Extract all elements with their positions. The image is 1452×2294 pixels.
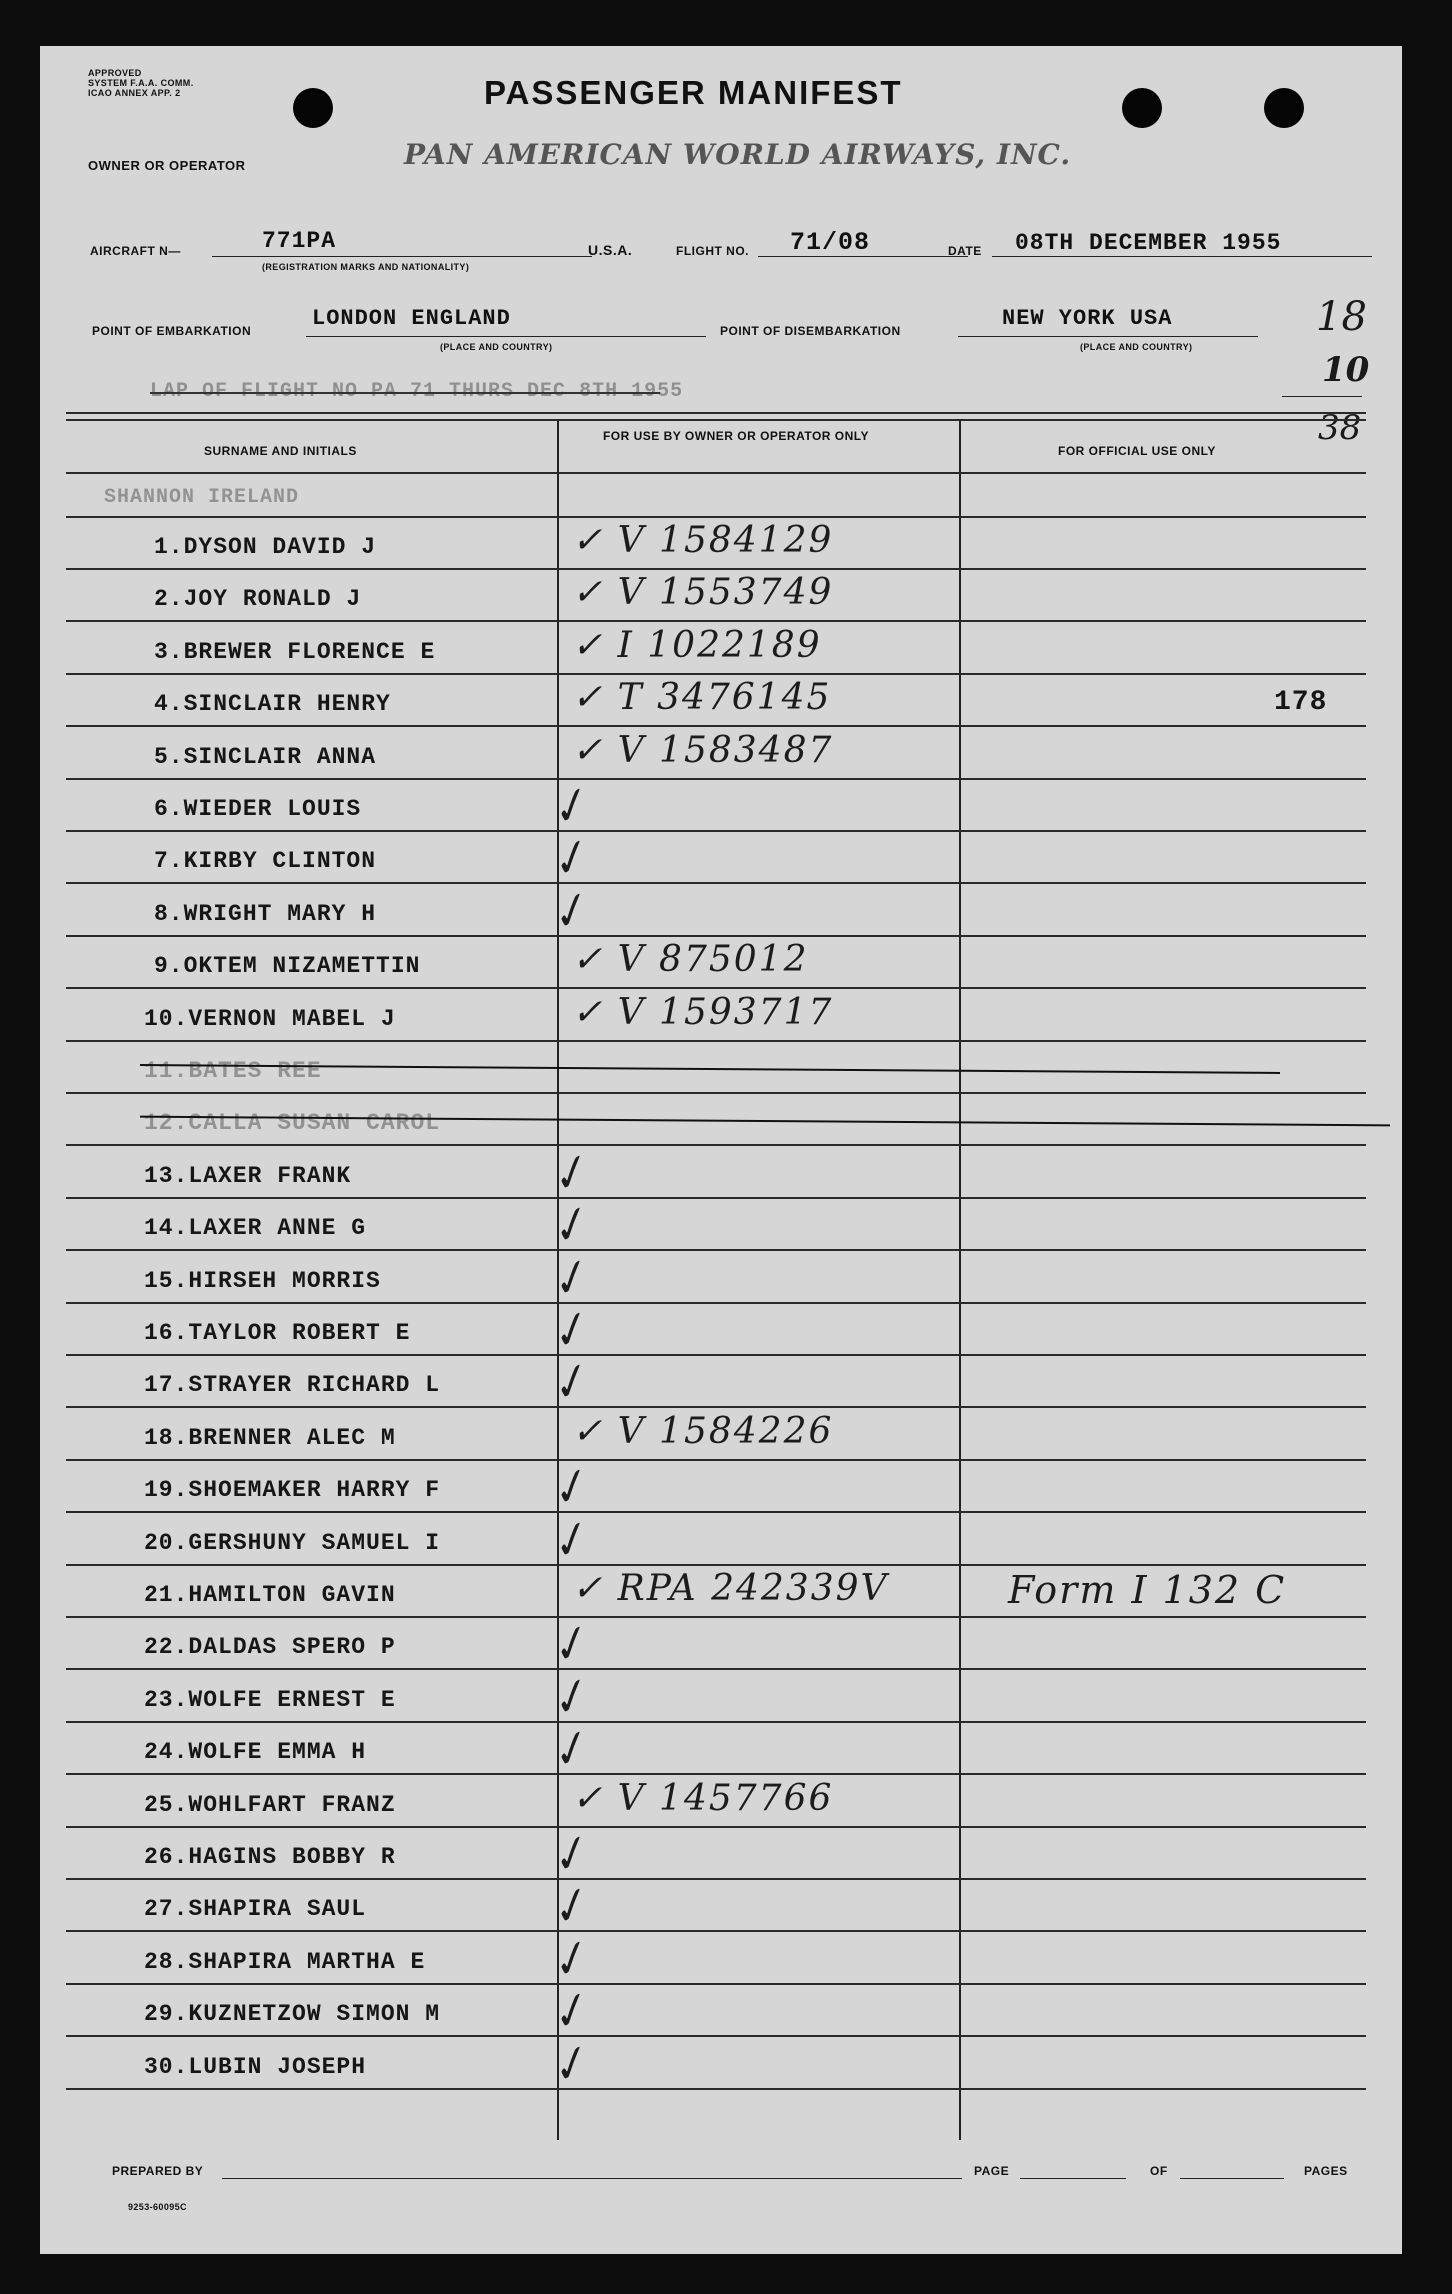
table-top-rule-1: [66, 412, 1366, 414]
owner-check-entry: ✓: [541, 1981, 598, 2044]
row-rule: [66, 673, 1366, 675]
embarkation-sublabel: (PLACE AND COUNTRY): [440, 342, 553, 352]
owner-check-entry: ✓ I 1022189: [572, 624, 822, 666]
struck-flight-note-strike: [150, 392, 660, 394]
row-rule: [66, 778, 1366, 780]
embarkation-underline: [306, 336, 706, 337]
row-rule: [66, 882, 1366, 884]
table-top-rule-2: [66, 419, 1366, 421]
page-title: PASSENGER MANIFEST: [484, 74, 903, 111]
struck-flight-note: LAP OF FLIGHT NO PA 71 THURS DEC 8TH 1955: [150, 380, 684, 403]
row-rule: [66, 1040, 1366, 1042]
flight-underline: [758, 256, 968, 257]
row-rule: [66, 1511, 1366, 1513]
passenger-name: 5.SINCLAIR ANNA: [154, 743, 377, 770]
passenger-name: 27.SHAPIRA SAUL: [144, 1896, 367, 1923]
passenger-name: 21.HAMILTON GAVIN: [144, 1582, 396, 1608]
aircraft-sublabel: (REGISTRATION MARKS AND NATIONALITY): [262, 262, 470, 272]
date-value: 08TH DECEMBER 1955: [1015, 230, 1282, 256]
row-rule: [66, 2035, 1366, 2037]
owner-check-entry: ✓: [541, 1509, 598, 1573]
form-number: 9253-60095C: [128, 2202, 187, 2212]
flight-number: 71/08: [790, 228, 871, 257]
owner-check-entry: ✓: [541, 828, 598, 892]
passenger-name: 17.STRAYER RICHARD L: [144, 1372, 441, 1399]
passenger-name: 20.GERSHUNY SAMUEL I: [144, 1529, 441, 1556]
row-rule: [66, 1406, 1366, 1408]
row-rule: [66, 1721, 1366, 1723]
passenger-name: 18.BRENNER ALEC M: [144, 1424, 396, 1451]
passenger-name: 7.KIRBY CLINTON: [154, 848, 377, 875]
manifest-sheet: [40, 46, 1402, 2254]
passenger-name: 6.WIEDER LOUIS: [154, 796, 362, 822]
owner-check-entry: ✓: [541, 1719, 598, 1782]
passenger-name: 1.DYSON DAVID J: [154, 534, 377, 560]
passenger-name: 13.LAXER FRANK: [144, 1162, 352, 1189]
owner-check-entry: ✓: [541, 776, 598, 839]
disembarkation-value: NEW YORK USA: [1002, 306, 1173, 331]
embarkation-label: POINT OF EMBARKATION: [92, 324, 252, 338]
passenger-name: 26.HAGINS BOBBY R: [144, 1844, 396, 1870]
passenger-name: 24.WOLFE EMMA H: [144, 1739, 367, 1766]
col-header-owner: [600, 430, 872, 443]
row-rule: [66, 725, 1366, 727]
disembarkation-label: POINT OF DISEMBARKATION: [720, 324, 901, 338]
row-rule: [66, 987, 1366, 989]
row-rule: [66, 568, 1366, 570]
owner-check-entry: ✓: [541, 2033, 598, 2097]
punch-hole-3: [1264, 88, 1304, 128]
row-rule: [66, 2088, 1366, 2090]
passenger-name: 2.JOY RONALD J: [154, 586, 362, 613]
col-header-owner-text: FOR USE BY OWNER OR OPERATOR ONLY: [602, 429, 870, 443]
row-rule: [66, 1564, 1366, 1566]
owner-check-entry: ✓: [541, 1929, 598, 1992]
punch-hole-1: [293, 88, 333, 128]
row-rule: [66, 1459, 1366, 1461]
aircraft-underline: [212, 256, 592, 257]
row-rule: [66, 620, 1366, 622]
passenger-name: 12.CALLA SUSAN CAROL: [144, 1110, 441, 1137]
passenger-name: 22.DALDAS SPERO P: [144, 1634, 396, 1661]
owner-check-entry: ✓ V 1553749: [572, 572, 834, 614]
owner-check-entry: ✓ V 1457766: [572, 1777, 834, 1819]
row-rule: [66, 1773, 1366, 1775]
row-rule: [66, 1930, 1366, 1932]
aircraft-label: AIRCRAFT N—: [90, 244, 181, 258]
passenger-name: 15.HIRSEH MORRIS: [144, 1267, 381, 1294]
approved-line-3: ICAO ANNEX APP. 2: [88, 88, 181, 98]
owner-check-entry: ✓ V 875012: [572, 939, 809, 981]
row-rule: [66, 1092, 1366, 1094]
embarkation-value: LONDON ENGLAND: [312, 306, 511, 331]
approved-line-2: SYSTEM F.A.A. COMM.: [88, 78, 194, 88]
approved-line-1: APPROVED: [88, 68, 142, 78]
owner-check-entry: ✓: [541, 881, 598, 944]
row-rule: [66, 935, 1366, 937]
usa-label: U.S.A.: [588, 242, 633, 258]
owner-check-entry: ✓: [541, 1667, 598, 1730]
row-rule: [66, 1144, 1366, 1146]
flight-label: FLIGHT NO.: [676, 244, 749, 258]
row-rule: [66, 830, 1366, 832]
punch-hole-2: [1122, 88, 1162, 128]
pages-label: PAGES: [1304, 2164, 1348, 2178]
row-rule: [66, 1249, 1366, 1251]
passenger-name: 4.SINCLAIR HENRY: [154, 691, 391, 718]
row-rule-header-1: [66, 516, 1366, 518]
date-underline: [992, 256, 1372, 257]
passenger-name: 30.LUBIN JOSEPH: [144, 2053, 367, 2080]
owner-check-entry: ✓: [541, 1876, 598, 1940]
owner-check-entry: ✓ RPA 242339V: [572, 1568, 889, 1609]
passenger-name: 10.VERNON MABEL J: [144, 1005, 396, 1032]
owner-check-entry: ✓: [541, 1143, 598, 1206]
margin-number-1: 18: [1316, 294, 1367, 340]
owner-check-entry: ✓ V 1584226: [572, 1410, 834, 1452]
margin-sum-rule: [1282, 396, 1362, 397]
owner-check-entry: ✓ T 3476145: [572, 677, 832, 719]
aircraft-value: 771PA: [262, 228, 337, 254]
owner-check-entry: ✓: [541, 1824, 598, 1887]
owner-name: PAN AMERICAN WORLD AIRWAYS, INC.: [404, 138, 1072, 171]
row-rule: [66, 1616, 1366, 1618]
page-underline: [1020, 2178, 1126, 2179]
margin-number-2: 10: [1322, 350, 1370, 390]
passenger-name: 25.WOHLFART FRANZ: [144, 1791, 396, 1818]
col-header-official: FOR OFFICIAL USE ONLY: [1058, 444, 1216, 458]
passenger-name: 23.WOLFE ERNEST E: [144, 1686, 396, 1713]
row-rule: [66, 1197, 1366, 1199]
owner-check-entry: ✓: [541, 1614, 598, 1678]
row-rule: [66, 1354, 1366, 1356]
owner-check-entry: ✓: [541, 1195, 598, 1258]
row-rule-header-0: [66, 472, 1366, 474]
approved-block: [88, 68, 194, 98]
passenger-name: 14.LAXER ANNE G: [144, 1215, 367, 1242]
official-entry: Form I 132 C: [1008, 1568, 1287, 1612]
date-label: DATE: [948, 244, 982, 258]
row-rule: [66, 1826, 1366, 1828]
disembarkation-underline: [958, 336, 1258, 337]
passenger-name: 19.SHOEMAKER HARRY F: [144, 1477, 441, 1504]
passenger-name: 16.TAYLOR ROBERT E: [144, 1320, 411, 1346]
owner-check-entry: ✓: [541, 1247, 598, 1311]
owner-label: OWNER OR OPERATOR: [88, 158, 246, 173]
row-rule: [66, 1878, 1366, 1880]
owner-check-entry: ✓ V 1584129: [572, 520, 834, 561]
prepared-by-label: PREPARED BY: [112, 2164, 204, 2178]
row-rule: [66, 1302, 1366, 1304]
margin-number-3: 38: [1318, 408, 1362, 448]
of-label: OF: [1150, 2164, 1168, 2178]
col-header-surname: SURNAME AND INITIALS: [204, 444, 357, 458]
struck-origin-row: SHANNON IRELAND: [104, 486, 300, 509]
disembarkation-sublabel: (PLACE AND COUNTRY): [1080, 342, 1193, 352]
owner-check-entry: ✓ V 1583487: [572, 729, 834, 771]
passenger-name: 3.BREWER FLORENCE E: [154, 638, 436, 665]
page-label: PAGE: [974, 2164, 1010, 2178]
passenger-name: 8.WRIGHT MARY H: [154, 900, 377, 927]
owner-check-entry: ✓: [541, 1457, 598, 1520]
row-rule: [66, 1668, 1366, 1670]
passenger-name: 29.KUZNETZOW SIMON M: [144, 2001, 441, 2028]
official-entry: 178: [1274, 687, 1328, 719]
passenger-name: 28.SHAPIRA MARTHA E: [144, 1948, 426, 1975]
of-underline: [1180, 2178, 1284, 2179]
prepared-by-underline: [222, 2178, 962, 2179]
passenger-name: 11.BATES REE: [144, 1058, 322, 1084]
owner-check-entry: ✓ V 1593717: [572, 991, 834, 1033]
owner-check-entry: ✓: [541, 1300, 598, 1363]
passenger-name: 9.OKTEM NIZAMETTIN: [154, 953, 421, 980]
owner-check-entry: ✓: [541, 1352, 598, 1416]
row-rule: [66, 1983, 1366, 1985]
column-divider-2: [959, 420, 961, 2140]
